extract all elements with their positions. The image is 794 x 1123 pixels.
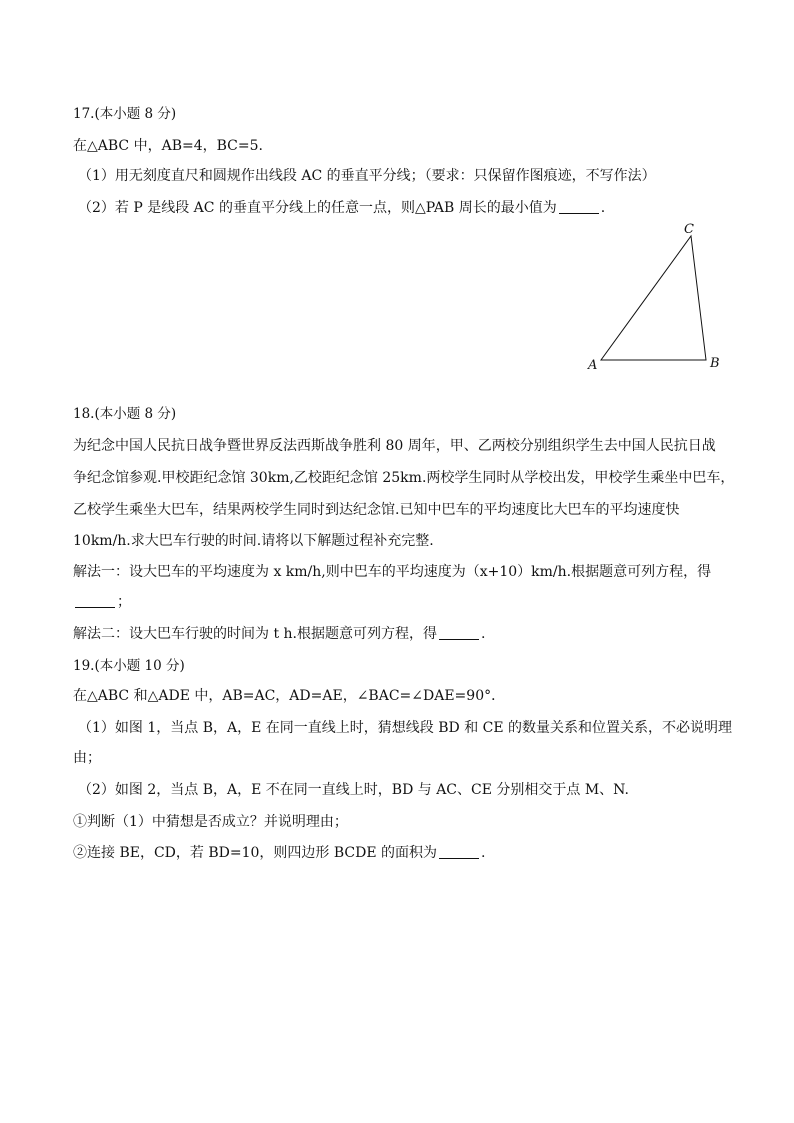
vertex-label-a: A	[588, 358, 598, 373]
q19-stem: 在△ABC 和△ADE 中，AB=AC，AD=AE，∠BAC=∠DAE=90°．	[73, 688, 506, 704]
q18-text-line1: 为纪念中国人民抗日战争暨世界反法西斯战争胜利 80 周年，甲、乙两校分别组织学生去中国人民抗日战	[73, 438, 716, 454]
q17-header: 17.(本小题 8 分)	[73, 106, 177, 122]
q17-part1: （1）用无刻度直尺和圆规作出线段 AC 的垂直平分线；（要求：只保留作图痕迹，不写作法）	[78, 168, 656, 184]
q18-method2-end: .	[481, 626, 486, 642]
q19-sub2	[73, 843, 734, 863]
answer-blank[interactable]	[75, 593, 115, 608]
q18-text-line2: 争纪念馆参观.甲校距纪念馆 30km,乙校距纪念馆 25km.两校学生同时从学校出发，甲校学生乘坐中巴车，	[73, 470, 735, 486]
q17-part2	[78, 198, 734, 218]
vertex-label-c: C	[684, 222, 694, 237]
vertex-label-b: B	[710, 356, 720, 371]
q19-header: 19.(本小题 10 分)	[73, 658, 185, 674]
q17-part2-end: .	[600, 200, 606, 216]
q18-text-line4: 10km/h.求大巴车行驶的时间.请将以下解题过程补充完整.	[73, 533, 434, 549]
q18-header: 18.(本小题 8 分)	[73, 406, 177, 422]
q18-method2	[73, 624, 734, 644]
q19-part1-line1: （1）如图 1，当点 B，A，E 在同一直线上时，猜想线段 BD 和 CE 的数量关系和位置关系，不必说明理	[78, 720, 733, 736]
q19-part1-line2: 由；	[73, 750, 101, 766]
q17-part2-text: （2）若 P 是线段 AC 的垂直平分线上的任意一点，则△PAB 周长的最小值为	[78, 200, 557, 216]
triangle-abc-figure	[580, 218, 730, 378]
q18-method1-answer	[73, 592, 734, 612]
q18-text-line3: 乙校学生乘坐大巴车，结果两校学生同时到达纪念馆.已知中巴车的平均速度比大巴车的平均速度快	[73, 502, 680, 518]
answer-blank[interactable]	[559, 199, 599, 214]
q18-method1: 解法一：设大巴车的平均速度为 x km/h,则中巴车的平均速度为（x+10）km/h.根据题意可列方程，得	[73, 564, 712, 580]
answer-blank[interactable]	[439, 844, 479, 859]
q18-method1-end: ；	[117, 594, 131, 610]
q19-part2: （2）如图 2，当点 B，A，E 不在同一直线上时，BD 与 AC、CE 分别相交于点 M、N.	[78, 782, 629, 798]
q18-method2-text: 解法二：设大巴车行驶的时间为 t h.根据题意可列方程，得	[73, 626, 437, 642]
q19-sub1: ①判断（1）中猜想是否成立？并说明理由；	[73, 814, 348, 830]
q19-sub2-text: ②连接 BE，CD，若 BD=10，则四边形 BCDE 的面积为	[73, 845, 438, 861]
q17-stem: 在△ABC 中，AB=4，BC=5.	[73, 138, 263, 154]
q19-sub2-end: .	[481, 845, 486, 861]
answer-blank[interactable]	[439, 625, 479, 640]
triangle-abc	[601, 236, 706, 360]
